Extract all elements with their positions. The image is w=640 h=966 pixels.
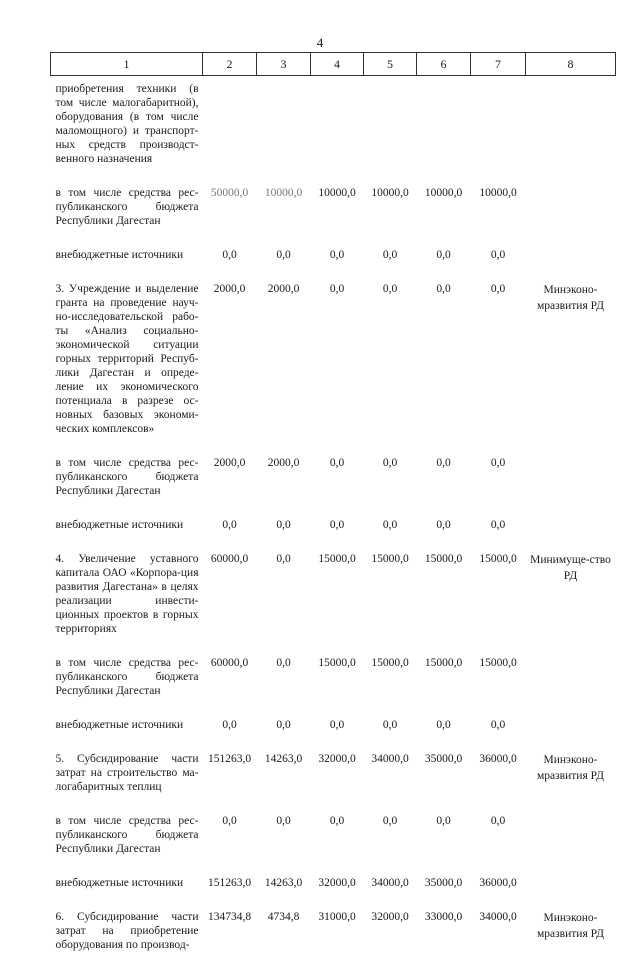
row-value: 0,0 [222, 815, 237, 827]
row-value: 60000,0 [210, 657, 249, 669]
row-description: 4. Увеличение уставного капитала ОАО «Корпора-ция развития Дагестана» в целях реализации инвести-ционных проектов в горных территориях [55, 553, 199, 635]
row-value: 2000,0 [213, 283, 246, 295]
row-value: 34000,0 [371, 877, 409, 889]
row-description: в том числе средства рес-публиканского бюджета Республики Дагестан [55, 657, 199, 697]
column-header: 5 [364, 53, 417, 76]
column-header: 8 [526, 53, 616, 76]
row-value: 0,0 [490, 249, 506, 261]
table-row [51, 76, 616, 181]
table-row [51, 450, 616, 512]
row-value: 15000,0 [318, 553, 356, 565]
table-row [51, 746, 616, 808]
row-value: 0,0 [382, 249, 398, 261]
row-value: 50000,0 [210, 187, 249, 199]
row-value: 0,0 [490, 719, 506, 731]
row-value: 0,0 [382, 815, 398, 827]
row-value: 0,0 [329, 283, 345, 295]
row-value [417, 76, 471, 181]
table-row [51, 650, 616, 712]
table-row [51, 808, 616, 870]
row-value: 2000,0 [213, 457, 246, 469]
row-value [364, 76, 417, 181]
responsible-agency [526, 450, 616, 512]
row-description: внебюджетные источники [55, 249, 184, 261]
row-value: 36000,0 [479, 877, 517, 889]
page-number: 4 [316, 35, 324, 50]
row-value: 2000,0 [267, 457, 300, 469]
row-value: 0,0 [490, 519, 506, 531]
row-value [311, 76, 364, 181]
row-value [471, 76, 526, 181]
row-value: 0,0 [222, 719, 237, 731]
responsible-agency: Минимуще-ство РД [530, 554, 611, 582]
row-description: 3. Учреждение и выделение гранта на проведение науч-но-исследовательской рабо-ты «Анализ социально-экономической ситуации горных территорий Респуб-лики Дагестан и опреде-ление их экономического потенциала в разрезе ос-новных базовых экономи-ческих комплексов» [55, 283, 199, 435]
row-value: 0,0 [436, 519, 451, 531]
responsible-agency: Минэконо-мразвития РД [537, 284, 604, 312]
table-row [51, 870, 616, 904]
column-header: 3 [257, 53, 311, 76]
row-value: 10000,0 [264, 187, 303, 199]
table-row [51, 712, 616, 746]
row-value: 0,0 [382, 457, 398, 469]
row-value: 0,0 [382, 719, 398, 731]
row-value: 34000,0 [371, 753, 409, 765]
responsible-agency: Минэконо-мразвития РД [537, 754, 604, 782]
responsible-agency [526, 650, 616, 712]
row-value: 0,0 [276, 815, 291, 827]
row-description: внебюджетные источники [55, 719, 184, 731]
row-value: 10000,0 [318, 187, 356, 199]
row-value: 10000,0 [424, 187, 463, 199]
header-row [51, 53, 616, 76]
responsible-agency [526, 242, 616, 276]
row-value: 0,0 [276, 719, 291, 731]
row-value: 0,0 [436, 457, 451, 469]
row-value: 0,0 [436, 249, 451, 261]
row-value: 0,0 [276, 519, 291, 531]
row-value: 0,0 [276, 657, 291, 669]
row-value: 60000,0 [210, 553, 249, 565]
row-description: внебюджетные источники [55, 519, 184, 531]
row-value: 0,0 [222, 519, 237, 531]
table-row [51, 276, 616, 450]
row-value: 15000,0 [318, 657, 356, 669]
column-header: 6 [417, 53, 471, 76]
table-row [51, 242, 616, 276]
column-header: 2 [203, 53, 257, 76]
row-value: 15000,0 [424, 553, 463, 565]
responsible-agency [526, 512, 616, 546]
row-description: приобретения техники (в том числе малогабаритной), оборудования (в том числе маломощного) и транспорт-ных средств производст-венного назначения [55, 83, 199, 165]
row-value: 35000,0 [424, 753, 463, 765]
row-value: 0,0 [329, 719, 345, 731]
row-value: 134734,8 [207, 911, 252, 923]
row-value: 32000,0 [318, 753, 356, 765]
row-value: 33000,0 [424, 911, 463, 923]
row-value: 0,0 [490, 283, 506, 295]
row-value: 0,0 [382, 283, 398, 295]
responsible-agency [526, 76, 616, 181]
row-value: 15000,0 [371, 553, 409, 565]
table-row [51, 546, 616, 650]
row-description: в том числе средства рес-публиканского бюджета Республики Дагестан [55, 187, 199, 227]
row-value [257, 76, 311, 181]
column-header: 7 [471, 53, 526, 76]
row-value: 15000,0 [479, 553, 517, 565]
row-value: 32000,0 [318, 877, 356, 889]
row-value: 0,0 [329, 815, 345, 827]
row-description: 6. Субсидирование части затрат на приобретение оборудования по производ- [55, 911, 199, 951]
row-value: 0,0 [329, 457, 345, 469]
row-value: 0,0 [436, 719, 451, 731]
row-value: 0,0 [436, 283, 451, 295]
row-value: 0,0 [222, 249, 237, 261]
budget-table [50, 52, 616, 966]
row-value: 31000,0 [318, 911, 356, 923]
row-value: 14263,0 [264, 753, 303, 765]
table-row [51, 512, 616, 546]
row-value: 0,0 [276, 553, 291, 565]
row-value: 151263,0 [207, 753, 252, 765]
responsible-agency [526, 870, 616, 904]
responsible-agency [526, 808, 616, 870]
row-value: 10000,0 [371, 187, 409, 199]
row-value: 0,0 [329, 249, 345, 261]
row-description: в том числе средства рес-публиканского бюджета Республики Дагестан [55, 457, 199, 497]
table-row [51, 904, 616, 966]
row-value: 0,0 [490, 457, 506, 469]
row-value: 151263,0 [207, 877, 252, 889]
row-value [203, 76, 257, 181]
row-value: 10000,0 [479, 187, 517, 199]
row-value: 4734,8 [267, 911, 300, 923]
row-value: 0,0 [276, 249, 291, 261]
row-value: 34000,0 [479, 911, 517, 923]
row-value: 35000,0 [424, 877, 463, 889]
row-description: в том числе средства рес-публиканского бюджета Республики Дагестан [55, 815, 199, 855]
row-value: 0,0 [436, 815, 451, 827]
row-value: 0,0 [329, 519, 345, 531]
row-value: 0,0 [490, 815, 506, 827]
responsible-agency [526, 712, 616, 746]
row-value: 15000,0 [479, 657, 517, 669]
row-value: 36000,0 [479, 753, 517, 765]
row-value: 2000,0 [267, 283, 300, 295]
row-value: 32000,0 [371, 911, 409, 923]
column-header: 1 [51, 53, 203, 76]
column-header: 4 [311, 53, 364, 76]
row-value: 14263,0 [264, 877, 303, 889]
row-value: 15000,0 [371, 657, 409, 669]
row-value: 0,0 [382, 519, 398, 531]
row-description: 5. Субсидирование части затрат на строительство ма-логабаритных теплиц [55, 753, 199, 793]
row-value: 15000,0 [424, 657, 463, 669]
responsible-agency [526, 180, 616, 242]
table-row [51, 180, 616, 242]
row-description: внебюджетные источники [55, 877, 184, 889]
responsible-agency: Минэконо-мразвития РД [537, 912, 604, 940]
